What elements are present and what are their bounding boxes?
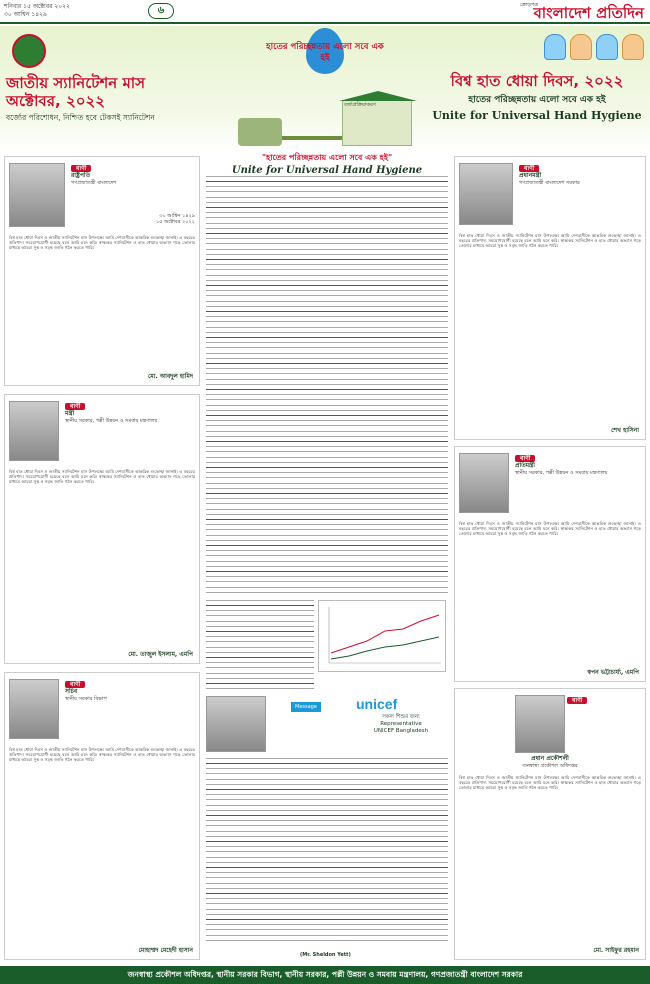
pm-signature: শেখ হাসিনা xyxy=(611,426,639,434)
septic-tank-icon xyxy=(238,118,282,146)
president-text: বিশ্ব হাত ধোয়া দিবস ও জাতীয় স্যানিটেশন মাস উপলক্ষ্যে আমি দেশবাসীকে আন্তরিক শুভেচ্ছা জানাই। এ বছরের প্রতিপাদ্য সময়োপযোগী হয়েছে বলে আমি মনে করি। স্বাস্থ্যকর স্যানিটেশন ও হাত ধোয়ার অভ্যাস গড়ে তোলার মাধ্যমে আমরা সুস্থ ও সমৃদ্ধ জাতি গঠন করতে পারি। xyxy=(9,235,195,251)
chart-svg xyxy=(319,601,445,671)
handwash-subtitle: হাতের পরিচ্ছন্নতায় এলো সবে এক হই xyxy=(468,95,606,105)
president-message: বাণী রাষ্ট্রপতি গণপ্রজাতন্ত্রী বাংলাদেশ ৩০ আশ্বিন ১৪২৯ ১৫ অক্টোবর ২০২২ বিশ্ব হাত ধোয়া দিবস ও জাতীয় স্যানিটেশন মাস উপলক্ষ্যে আমি দেশবাসীকে আন্তরিক শুভেচ্ছা জানাই। এ বছরের প্রতিপাদ্য সময়োপযোগী হয়েছে বলে আমি মনে করি। স্বাস্থ্যকর স্যানিটেশন ও হাত ধোয়ার অভ্যাস গড়ে তোলার মাধ্যমে আমরা সুস্থ ও সমৃদ্ধ জাতি গঠন করতে পারি। মো. আবদুল হামিদ xyxy=(4,156,200,386)
chief-engineer-sub: জনস্বাস্থ্য প্রকৌশল অধিদপ্তর xyxy=(522,763,578,769)
president-sub: গণপ্রজাতন্ত্রী বাংলাদেশ xyxy=(71,180,117,187)
handwash-title: বিশ্ব হাত ধোয়া দিবস, ২০২২ xyxy=(450,72,624,90)
state-minister-sub: স্থানীয় সরকার, পল্লী উন্নয়ন ও সমবায় মন্ত্রণালয় xyxy=(515,470,608,477)
pm-text: বিশ্ব হাত ধোয়া দিবস ও জাতীয় স্যানিটেশন মাস উপলক্ষ্যে আমি দেশবাসীকে আন্তরিক শুভেচ্ছা জানাই। এ বছরের প্রতিপাদ্য সময়োপযোগী হয়েছে বলে আমি মনে করি। স্বাস্থ্যকর স্যানিটেশন ও হাত ধোয়ার অভ্যাস গড়ে তোলার মাধ্যমে আমরা সুস্থ ও সমৃদ্ধ জাতি গঠন করতে পারি। xyxy=(459,233,641,249)
pipe-icon xyxy=(282,136,342,140)
unicef-logo: unicef xyxy=(356,696,398,712)
handwash-english-slogan: Unite for Universal Hand Hygiene xyxy=(432,109,642,122)
handwash-icons xyxy=(430,34,644,64)
clean-hand-icon xyxy=(622,34,644,60)
center-slogan: হাতের পরিচ্ছন্নতায় এলো সবে এক হই xyxy=(266,42,384,63)
center-english: Unite for Universal Hand Hygiene xyxy=(231,165,423,176)
state-minister-text: বিশ্ব হাত ধোয়া দিবস ও জাতীয় স্যানিটেশন মাস উপলক্ষ্যে আমি দেশবাসীকে আন্তরিক শুভেচ্ছা জানাই। এ বছরের প্রতিপাদ্য সময়োপযোগী হয়েছে বলে আমি মনে করি। স্বাস্থ্যকর স্যানিটেশন ও হাত ধোয়ার অভ্যাস গড়ে তোলার মাধ্যমে আমরা সুস্থ ও সমৃদ্ধ জাতি গঠন করতে পারি। xyxy=(459,521,641,537)
footer-banner: জনস্বাস্থ্য প্রকৌশল অধিদপ্তর, স্থানীয় সরকার বিভাগ, স্থানীয় সরকার, পল্লী উন্নয়ন ও সমবায় মন্ত্রণালয়, গণপ্রজাতন্ত্রী বাংলাদেশ সরকার xyxy=(0,966,650,984)
masthead xyxy=(0,0,650,24)
chief-engineer-portrait xyxy=(515,695,565,753)
unicef-rep-portrait xyxy=(206,696,266,752)
state-minister-message xyxy=(454,446,646,682)
pm-sub: গণপ্রজাতন্ত্রী বাংলাদেশ সরকার xyxy=(519,180,580,187)
sanitation-illustration xyxy=(232,96,418,150)
secretary-sub: স্থানীয় সরকার বিভাগ xyxy=(65,696,107,703)
sanitation-title: জাতীয় স্যানিটেশন মাস xyxy=(6,74,146,92)
sanitation-slogan: বর্জ্যের পরিশোধন, নিশ্চিত হবে টেকসই স্যানিটেশন xyxy=(6,113,155,122)
minister-signature: মো. তাজুল ইসলাম, এমপি xyxy=(128,650,193,658)
minister-sub: স্থানীয় সরকার, পল্লী উন্নয়ন ও সমবায় মন্ত্রণালয় xyxy=(65,418,158,425)
article-chart xyxy=(318,600,446,672)
state-minister-role: প্রতিমন্ত্রী xyxy=(515,462,535,470)
water-tap-icon xyxy=(544,34,566,60)
message-badge: বাণী xyxy=(519,165,539,172)
president-role: রাষ্ট্রপতি xyxy=(71,172,91,180)
president-portrait xyxy=(9,163,65,227)
message-badge: বাণী xyxy=(567,697,587,704)
state-minister-signature: স্বপন ভট্টাচার্য্য, এমপি xyxy=(587,668,639,676)
minister-role: মন্ত্রী xyxy=(65,410,75,418)
supplement-label: ক্রোড়পত্র xyxy=(519,2,538,8)
secretary-signature: মোহাম্মদ মেহেদী হাসান xyxy=(138,946,193,954)
secretary-portrait xyxy=(9,679,59,739)
center-article xyxy=(206,176,448,596)
center-article-lower xyxy=(206,600,314,690)
message-badge: বাণী xyxy=(65,403,85,410)
pm-portrait xyxy=(459,163,513,225)
handwash-day-block xyxy=(430,34,644,122)
supplement-banner xyxy=(0,26,650,152)
chief-engineer-signature: মো. সাইফুর রহমান xyxy=(593,946,639,954)
center-article-text-lines xyxy=(206,176,448,596)
secretary-role: সচিব xyxy=(65,688,78,696)
pm-role: প্রধানমন্ত্রী xyxy=(519,172,542,180)
message-badge: বাণী xyxy=(71,165,91,172)
soap-hand-icon xyxy=(570,34,592,60)
sanitation-month-block xyxy=(6,34,216,125)
government-seal-icon xyxy=(12,34,46,68)
chief-engineer-text: বিশ্ব হাত ধোয়া দিবস ও জাতীয় স্যানিটেশন মাস উপলক্ষ্যে আমি দেশবাসীকে আন্তরিক শুভেচ্ছা জানাই। এ বছরের প্রতিপাদ্য সময়োপযোগী হয়েছে বলে আমি মনে করি। স্বাস্থ্যকর স্যানিটেশন ও হাত ধোয়ার অভ্যাস গড়ে তোলার মাধ্যমে আমরা সুস্থ ও সমৃদ্ধ জাতি গঠন করতে পারি। xyxy=(459,775,641,791)
message-badge: বাণী xyxy=(65,681,85,688)
unicef-message-text xyxy=(206,758,448,954)
message-badge: বাণী xyxy=(515,455,535,462)
page-number: ৬ xyxy=(148,3,174,19)
center-quote: "হাতের পরিচ্ছন্নতায় এলো সবে এক হই" xyxy=(261,153,393,162)
president-signature: মো. আবদুল হামিদ xyxy=(147,372,193,380)
newspaper-name: বাংলাদেশ প্রতিদিন xyxy=(533,4,644,22)
pm-message xyxy=(454,156,646,440)
secretary-text: বিশ্ব হাত ধোয়া দিবস ও জাতীয় স্যানিটেশন মাস উপলক্ষ্যে আমি দেশবাসীকে আন্তরিক শুভেচ্ছা জানাই। এ বছরের প্রতিপাদ্য সময়োপযোগী হয়েছে বলে আমি মনে করি। স্বাস্থ্যকর স্যানিটেশন ও হাত ধোয়ার অভ্যাস গড়ে তোলার মাধ্যমে আমরা সুস্থ ও সমৃদ্ধ জাতি গঠন করতে পারি। xyxy=(9,747,195,763)
scene-label: বর্জ্যপ্রক্রিয়াকরণ xyxy=(344,102,376,108)
issue-date: শনিবার ১৫ অক্টোবর ২০২২ ৩০ আশ্বিন ১৪২৯ xyxy=(4,3,70,18)
chief-engineer-message xyxy=(454,688,646,960)
rinse-hand-icon xyxy=(596,34,618,60)
unicef-signature: (Mr. Sheldon Yett) xyxy=(300,952,351,958)
minister-message xyxy=(4,394,200,664)
center-heading xyxy=(204,152,450,176)
minister-text: বিশ্ব হাত ধোয়া দিবস ও জাতীয় স্যানিটেশন মাস উপলক্ষ্যে আমি দেশবাসীকে আন্তরিক শুভেচ্ছা জানাই। এ বছরের প্রতিপাদ্য সময়োপযোগী হয়েছে বলে আমি মনে করি। স্বাস্থ্যকর স্যানিটেশন ও হাত ধোয়ার অভ্যাস গড়ে তোলার মাধ্যমে আমরা সুস্থ ও সমৃদ্ধ জাতি গঠন করতে পারি। xyxy=(9,469,195,485)
minister-portrait xyxy=(9,401,59,461)
chief-engineer-role: প্রধান প্রকৌশলী xyxy=(531,755,569,762)
unicef-message-header xyxy=(206,694,450,754)
unicef-caption: সকল শিশুর জন্য Representative UNICEF Bangladesh xyxy=(373,714,429,734)
sanitation-date: অক্টোবর, ২০২২ xyxy=(6,92,105,110)
state-minister-portrait xyxy=(459,453,509,513)
secretary-message xyxy=(4,672,200,960)
message-tag: Message xyxy=(291,702,321,712)
